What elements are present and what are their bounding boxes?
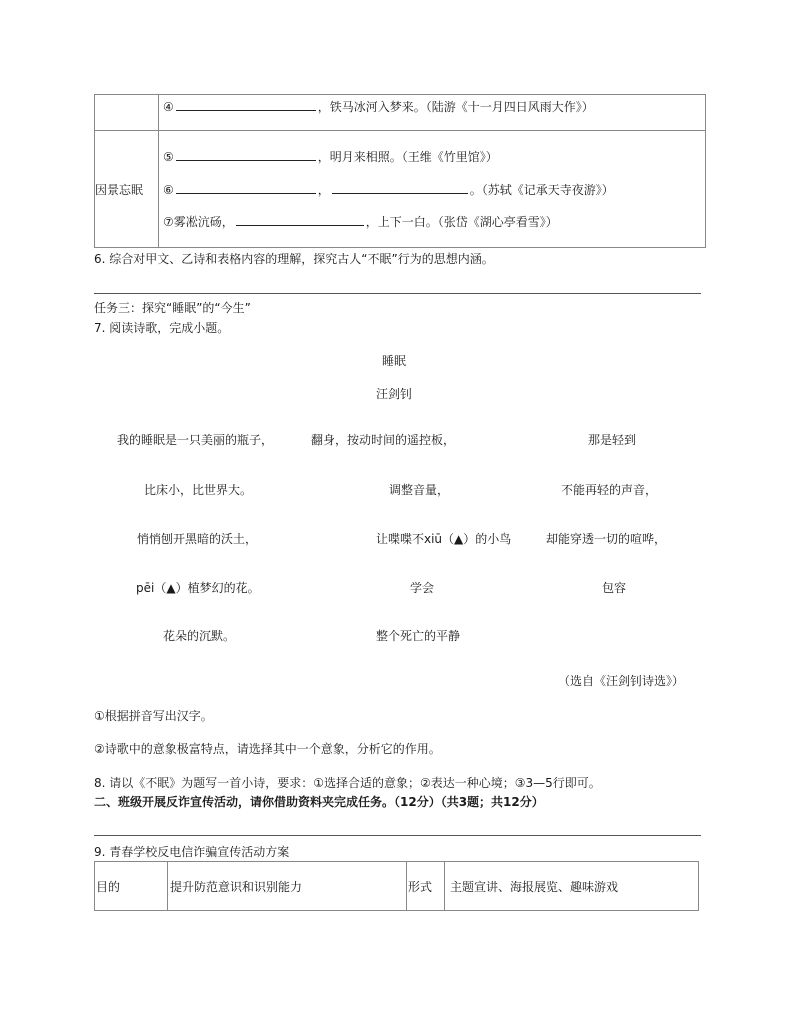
poem-line-text: ，明月来相照。（王维《竹里馆》） — [317, 150, 498, 164]
item-number: ④ — [163, 100, 174, 114]
section-2-heading: 二、班级开展反诈宣传活动，请你借助资料夹完成任务。（12分）（共3题；共12分） — [94, 795, 544, 809]
section-divider — [94, 835, 701, 836]
poem-line-text: ，上下一白。（张岱《湖心亭看雪》） — [365, 215, 558, 229]
table-row — [163, 98, 594, 115]
table-divider — [94, 130, 705, 131]
table-row — [163, 213, 558, 230]
question-9: 9. 青春学校反电信诈骗宣传活动方案 — [94, 845, 290, 859]
poem-title: 睡眠 — [382, 354, 407, 368]
row-label: 因景忘眠 — [95, 183, 144, 197]
poem-line-text: 。（苏轼《记承天寺夜游》） — [469, 183, 614, 197]
table-cell: 目的 — [96, 880, 121, 894]
poem-line: 我的睡眠是一只美丽的瓶子， — [117, 433, 274, 447]
sub-question-1: ①根据拼音写出汉字。 — [94, 709, 213, 723]
poem-line: 比床小，比世界大。 — [144, 483, 253, 497]
poem-line: 让喋喋不xiū（▲）的小鸟 — [376, 532, 512, 546]
table-row — [163, 148, 498, 165]
answer-blank[interactable] — [176, 148, 316, 161]
section-divider — [94, 293, 701, 294]
poem-source: （选自《汪剑钊诗选》） — [558, 674, 685, 688]
table-row — [163, 181, 614, 198]
table-cell: 形式 — [408, 880, 433, 894]
item-number: ⑤ — [163, 150, 174, 164]
table-divider — [167, 861, 168, 910]
table-divider — [444, 861, 445, 910]
poem-line: 那是轻到 — [588, 433, 637, 447]
question-7: 7. 阅读诗歌，完成小题。 — [94, 321, 230, 335]
question-8: 8. 请以《不眠》为题写一首小诗，要求：①选择合适的意象；②表达一种心境；③3—5行即可。 — [94, 776, 601, 790]
question-6: 6. 综合对甲文、乙诗和表格内容的理解，探究古人“不眠”行为的思想内涵。 — [94, 252, 494, 266]
table-cell: 主题宣讲、海报展览、趣味游戏 — [450, 880, 619, 894]
answer-blank[interactable] — [236, 213, 364, 226]
table-cell: 提升防范意识和识别能力 — [170, 880, 303, 894]
poem-line: pēi（▲）植梦幻的花。 — [136, 581, 260, 595]
poem-line-prefix: 雾凇沆砀， — [173, 215, 234, 229]
table-divider — [158, 94, 159, 247]
poem-line: 却能穿透一切的喧哗， — [546, 532, 667, 546]
poem-line: 翻身，按动时间的遥控板， — [311, 433, 456, 447]
answer-blank[interactable] — [176, 98, 316, 111]
poem-line: 学会 — [410, 581, 435, 595]
answer-blank[interactable] — [176, 181, 316, 194]
answer-blank[interactable] — [332, 181, 468, 194]
poem-line: 整个死亡的平静 — [376, 629, 461, 643]
poem-line-text: ，铁马冰河入梦来。（陆游《十一月四日风雨大作》） — [317, 100, 594, 114]
item-number: ⑥ — [163, 183, 174, 197]
task-3-heading: 任务三：探究“睡眠”的“今生” — [94, 301, 251, 315]
poem-line: 悄悄刨开黑暗的沃土， — [137, 532, 258, 546]
item-number: ⑦ — [163, 215, 174, 229]
poem-author: 汪剑钊 — [376, 387, 413, 401]
poem-line: 包容 — [602, 581, 627, 595]
table-divider — [406, 861, 407, 910]
poem-line: 花朵的沉默。 — [163, 629, 236, 643]
sub-question-2: ②诗歌中的意象极富特点，请选择其中一个意象，分析它的作用。 — [94, 742, 441, 756]
separator: ， — [317, 183, 330, 197]
poem-line: 调整音量， — [389, 483, 450, 497]
poem-line: 不能再轻的声音， — [561, 483, 658, 497]
